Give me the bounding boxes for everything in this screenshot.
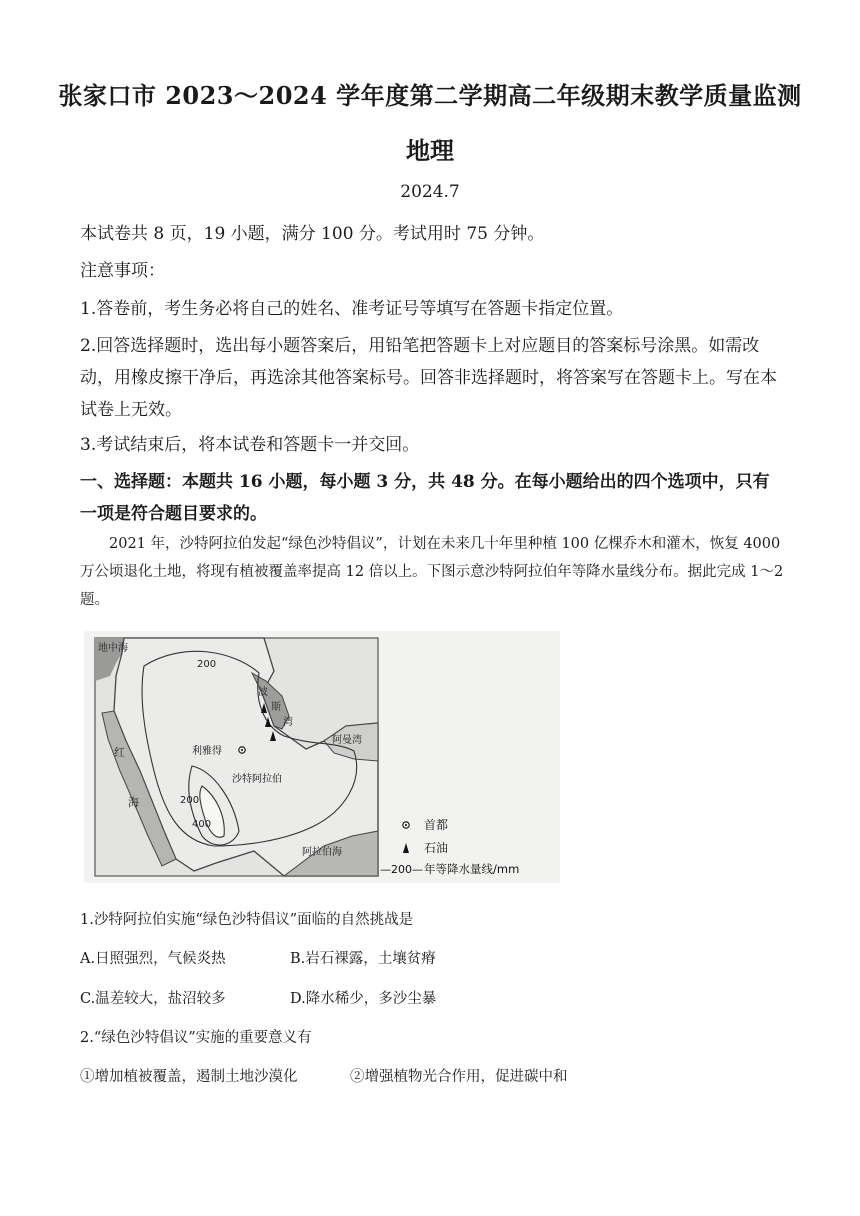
map-figure [84, 631, 560, 883]
exam-title: 张家口市 2023～2024 学年度第二学期高二年级期末教学质量监测 [58, 81, 802, 110]
q1-stem: 1.沙特阿拉伯实施“绿色沙特倡议”面临的自然挑战是 [80, 912, 414, 928]
exam-date: 2024.7 [400, 182, 460, 202]
q1-option-d: D.降水稀少，多沙尘暴 [290, 991, 437, 1007]
q2-stem: 2.“绿色沙特倡议”实施的重要意义有 [80, 1030, 312, 1046]
legend-oil-label: 石油 [424, 841, 449, 855]
label-country: 沙特阿拉伯 [232, 774, 282, 785]
notes-heading: 注意事项： [80, 261, 165, 281]
label-persian-3: 湾 [283, 717, 293, 728]
section-heading: 一、选择题：本题共 16 小题，每小题 3 分，共 48 分。在每小题给出的四个选项中，只有一项是符合题目要求的。 [80, 472, 770, 524]
note-1: 1.答卷前，考生务必将自己的姓名、准考证号等填写在答题卡指定位置。 [80, 299, 624, 319]
label-riyadh: 利雅得 [192, 746, 222, 757]
precipitation-map [84, 631, 560, 883]
capital-marker-dot [241, 749, 243, 751]
subject-title: 地理 [406, 136, 454, 165]
label-iso-200b: 200 [180, 795, 200, 806]
label-red-sea-1: 红 [114, 746, 125, 759]
note-2: 2.回答选择题时，选出每小题答案后，用铅笔把答题卡上对应题目的答案标号涂黑。如需改动，用橡皮擦干净后，再选涂其他答案标号。回答非选择题时，将答案写在答题卡上。写在本试卷上无效。 [80, 336, 777, 420]
label-persian-1: 波 [258, 687, 268, 698]
legend-isoline-value: —200— [380, 863, 423, 876]
label-iso-200a: 200 [197, 659, 217, 670]
q1-option-b: B.岩石裸露，土壤贫瘠 [290, 951, 436, 967]
exam-info: 本试卷共 8 页，19 小题，满分 100 分。考试用时 75 分钟。 [80, 224, 545, 244]
label-arabian-sea: 阿拉伯海 [302, 847, 342, 858]
label-med: 地中海 [98, 643, 128, 654]
q1-option-a: A.日照强烈，气候炎热 [80, 951, 226, 967]
passage: 2021 年，沙特阿拉伯发起“绿色沙特倡议”，计划在未来几十年里种植 100 亿棵乔木和灌木，恢复 4000 万公顷退化土地，将现有植被覆盖率提高 12 倍以上。下图示意沙特阿拉伯年等降水量线分布。据此完成 1～2 题。 [80, 536, 784, 608]
q1-option-c: C.温差较大，盐沼较多 [80, 991, 226, 1007]
label-iso-400: 400 [192, 819, 212, 830]
label-red-sea-2: 海 [128, 796, 139, 809]
legend-isoline-label: 年等降水量线/mm [424, 862, 520, 876]
label-persian-2: 斯 [271, 702, 281, 713]
q2-option-2: ②增强植物光合作用，促进碳中和 [350, 1069, 568, 1085]
legend-capital-label: 首都 [424, 818, 449, 832]
note-3: 3.考试结束后，将本试卷和答题卡一并交回。 [80, 435, 420, 455]
label-oman: 阿曼湾 [332, 735, 362, 746]
q2-option-1: ①增加植被覆盖，遏制土地沙漠化 [80, 1069, 298, 1085]
